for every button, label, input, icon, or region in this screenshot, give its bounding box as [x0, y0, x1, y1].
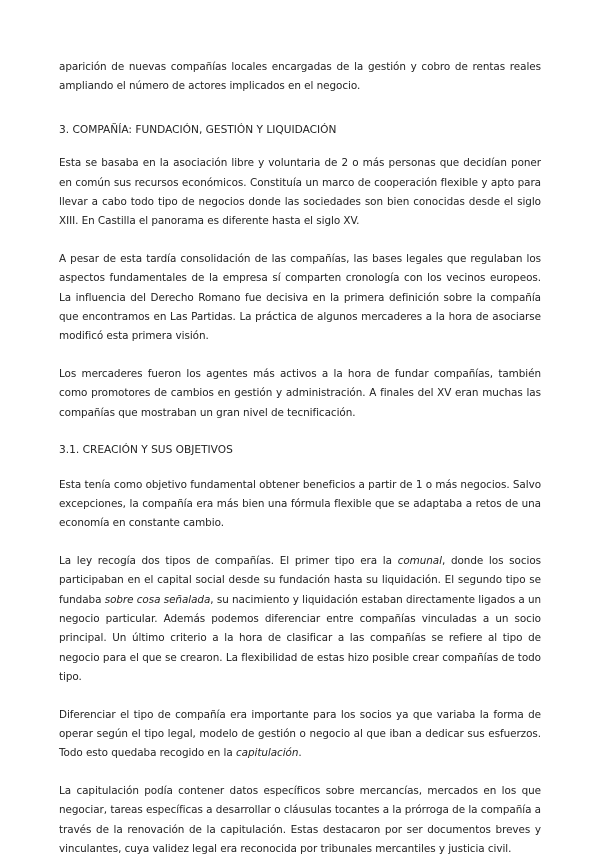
section-3-1-paragraph-4: La capitulación podía contener datos específicos sobre mercancías, mercados en los que negociar, tareas específicas a desarrollar o cláusulas tocantes a la prórroga de la compañía a través de la renovación de la capitulación. Estas destacaron por ser documentos breves y vinculantes, cuya validez legal era reconocida por tribunales mercantiles y justicia civil.	[59, 784, 541, 855]
section-3-heading: 3. COMPAÑÍA: FUNDACIÓN, GESTIÓN Y LIQUIDACIÓN	[59, 123, 337, 136]
section-3-paragraph-3: Los mercaderes fueron los agentes más activos a la hora de fundar compañías, también como promotores de cambios en gestión y administración. A finales del XV eran muchas las compañías que mostraban un gran nivel de tecnificación.	[59, 367, 541, 419]
text-run: , donde los socios participaban en el capital social desde su fundación hasta su liquidación. El segundo tipo se fundaba	[59, 554, 541, 606]
section-3-1-paragraph-1: Esta tenía como objetivo fundamental obtener beneficios a partir de 1 o más negocios. Salvo excepciones, la compañía era más bien una fórmula flexible que se adaptaba a retos de una economía en constante cambio.	[59, 478, 541, 530]
intro-paragraph: aparición de nuevas compañías locales encargadas de la gestión y cobro de rentas reales ampliando el número de actores implicados en el negocio.	[59, 61, 541, 93]
text-run: , su nacimiento y liquidación estaban directamente ligados a un negocio particular. Además podemos diferenciar entre compañías vinculadas a un socio principal. Un último criterio a la hora de clasificar a las compañías se refiere al tipo de negocio para el que se crearon. La flexibilidad de estas hizo posible crear compañías de todo tipo.	[59, 593, 542, 684]
italic-term-comunal: comunal	[397, 554, 442, 567]
text-run: La ley recogía dos tipos de compañías. El primer tipo era la	[59, 554, 398, 567]
italic-term-capitulacion: capitulación	[235, 747, 299, 760]
section-3-paragraph-2: A pesar de esta tardía consolidación de las compañías, las bases legales que regulaban los aspectos fundamentales de la empresa sí comparten cronología con los vecinos europeos. La influencia del Derecho Romano fue decisiva en la primera definición sobre la compañía que encontramos en Las Partidas. La práctica de algunos mercaderes a la hora de asociarse modificó esta primera visión.	[59, 252, 541, 343]
section-3-1-heading: 3.1. CREACIÓN Y SUS OBJETIVOS	[59, 444, 233, 457]
text-run: .	[298, 747, 302, 760]
text-run: Diferenciar el tipo de compañía era importante para los socios ya que variaba la forma de operar según el tipo legal, modelo de gestión o negocio al que iban a dedicar sus esfuerzos. Todo esto quedaba recogido en la	[59, 708, 541, 760]
section-3-1-paragraph-2	[59, 552, 541, 688]
section-3-paragraph-1: Esta se basaba en la asociación libre y voluntaria de 2 o más personas que decidían poner en común sus recursos económicos. Constituía un marco de cooperación flexible y apto para llevar a cabo todo tipo de negocios donde las sociedades son bien conocidas desde el siglo XIII. En Castilla el panorama es diferente hasta el siglo XV.	[59, 157, 541, 228]
section-3-1-paragraph-3	[59, 706, 541, 764]
italic-term-sobre-cosa-senalada: sobre cosa señalada	[104, 593, 211, 606]
